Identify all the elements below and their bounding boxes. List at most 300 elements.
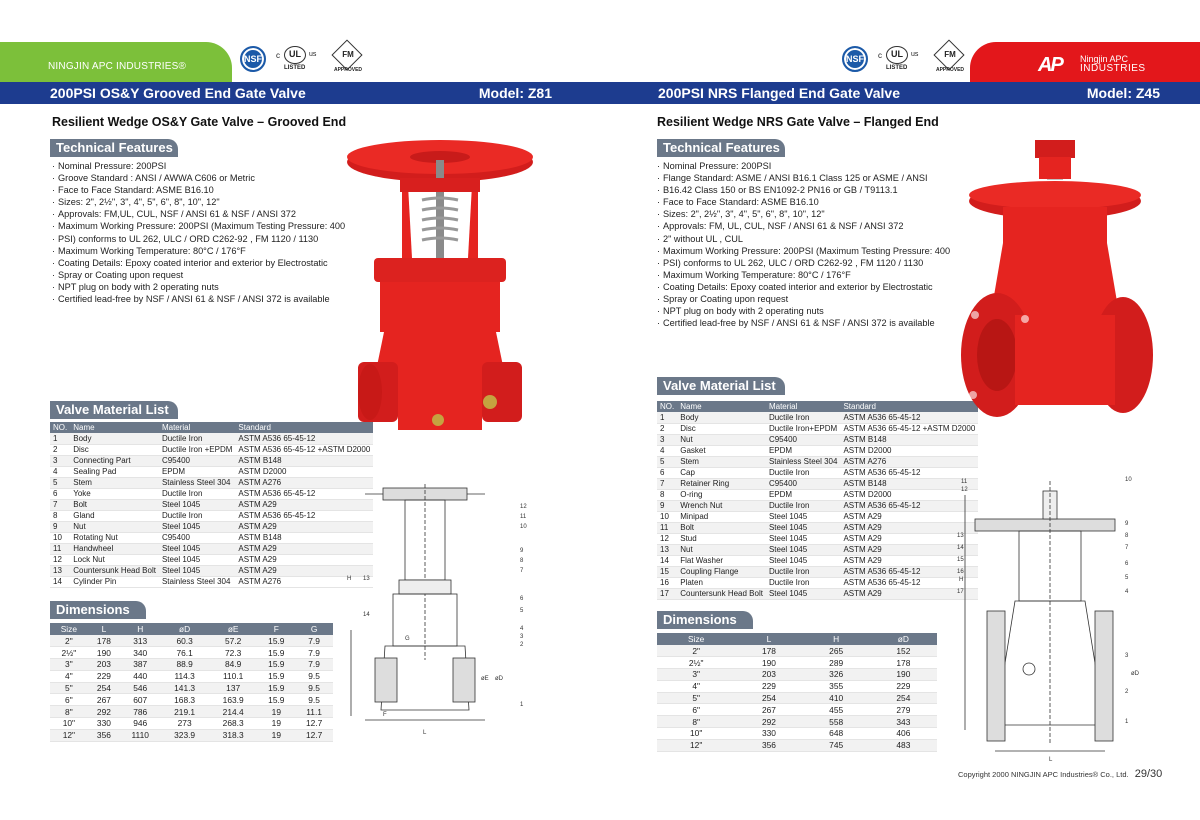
callout-label: 6 <box>1125 561 1129 567</box>
table-cell: 190 <box>735 657 802 669</box>
table-cell: 289 <box>803 657 870 669</box>
table-cell: 17 <box>657 588 677 599</box>
table-cell: ASTM A536 65-45-12 <box>840 467 978 478</box>
callout-label: 10 <box>520 524 527 530</box>
table-cell: 11.1 <box>295 706 333 718</box>
feature-item: · NPT plug on body with 2 operating nuts <box>657 305 957 317</box>
dim-label: øD <box>495 676 503 682</box>
feature-item: · Approvals: FM,UL, CUL, NSF / ANSI 61 & NSF / ANSI 372 <box>52 208 352 220</box>
table-cell: 1 <box>50 433 70 444</box>
left-product-title: 200PSI OS&Y Grooved End Gate Valve <box>50 85 306 101</box>
table-cell: 648 <box>803 728 870 740</box>
nsf-logo: NSF <box>240 46 266 72</box>
left-dimensions-heading: Dimensions <box>50 601 146 619</box>
table-cell: Ductile Iron <box>766 577 841 588</box>
feature-item: · PSI) conforms to UL 262, ULC / ORD C262-92 , FM 1120 / 1130 <box>52 233 352 245</box>
table-cell: Bolt <box>677 522 766 533</box>
left-subtitle: Resilient Wedge OS&Y Gate Valve – Grooved End <box>52 115 347 129</box>
table-cell: Stainless Steel 304 <box>159 576 235 587</box>
table-cell: 229 <box>870 680 937 692</box>
table-cell: 5 <box>50 477 70 488</box>
table-cell: 229 <box>88 670 120 682</box>
table-row <box>657 704 937 716</box>
callout-label: 14 <box>363 612 370 618</box>
nsf-logo: NSF <box>842 46 868 72</box>
fm-logo: FM APPROVED <box>930 44 970 74</box>
table-cell: 57.2 <box>209 635 258 647</box>
table-cell: ASTM A29 <box>840 544 978 555</box>
table-cell: ASTM A536 65-45-12 <box>235 488 373 499</box>
column-header: NO. <box>50 422 70 433</box>
table-cell: 168.3 <box>160 694 209 706</box>
table-row <box>657 716 937 728</box>
table-row <box>657 669 937 681</box>
callout-label: 9 <box>1125 521 1129 527</box>
table-cell: Gland <box>70 510 159 521</box>
table-cell: ASTM A536 65-45-12 <box>840 577 978 588</box>
table-cell: EPDM <box>766 445 841 456</box>
right-features-heading: Technical Features <box>657 139 785 157</box>
table-cell: ASTM B148 <box>235 532 373 543</box>
table-cell: Steel 1045 <box>766 555 841 566</box>
table-cell: 14 <box>657 555 677 566</box>
table-cell: Disc <box>70 444 159 455</box>
table-row <box>50 521 373 532</box>
column-header: H <box>803 633 870 645</box>
table-cell: ASTM A29 <box>840 588 978 599</box>
column-header: Standard <box>840 401 978 412</box>
table-cell: ASTM A29 <box>235 521 373 532</box>
ul-logo: c UL us LISTED <box>876 44 922 74</box>
table-cell: 9 <box>50 521 70 532</box>
table-cell: Stainless Steel 304 <box>766 456 841 467</box>
left-features-heading: Technical Features <box>50 139 178 157</box>
table-cell: ASTM D2000 <box>235 466 373 477</box>
table-cell: 8" <box>50 706 88 718</box>
table-cell: 786 <box>120 706 160 718</box>
table-cell: C95400 <box>766 478 841 489</box>
table-cell: Steel 1045 <box>159 554 235 565</box>
table-cell: C95400 <box>159 455 235 466</box>
table-cell: 5" <box>50 682 88 694</box>
table-cell: ASTM D2000 <box>840 445 978 456</box>
table-cell: Steel 1045 <box>159 521 235 532</box>
left-material-table <box>50 422 373 588</box>
table-cell: 3" <box>50 659 88 671</box>
table-cell: 558 <box>803 716 870 728</box>
table-cell: Platen <box>677 577 766 588</box>
table-cell: 19 <box>257 718 295 730</box>
table-cell: Countersunk Head Bolt <box>677 588 766 599</box>
table-cell: ASTM A29 <box>840 555 978 566</box>
table-cell: 141.3 <box>160 682 209 694</box>
column-header: G <box>295 623 333 635</box>
table-cell: 267 <box>735 704 802 716</box>
column-header: øD <box>160 623 209 635</box>
table-cell: 330 <box>88 718 120 730</box>
table-cell: Body <box>677 412 766 423</box>
feature-item: · Nominal Pressure: 200PSI <box>52 160 352 172</box>
table-cell: 12 <box>50 554 70 565</box>
table-row <box>50 635 333 647</box>
callout-label: 13 <box>957 533 964 539</box>
table-cell: Stainless Steel 304 <box>159 477 235 488</box>
table-row <box>657 511 978 522</box>
table-cell: ASTM B148 <box>235 455 373 466</box>
feature-item: · Maximum Working Pressure: 200PSI (Maximum Testing Pressure: 400 <box>52 220 352 232</box>
table-cell: 16 <box>657 577 677 588</box>
callout-label: 16 <box>957 569 964 575</box>
table-cell: ASTM A536 65-45-12 <box>235 433 373 444</box>
table-cell: 84.9 <box>209 659 258 671</box>
callout-label: 5 <box>1125 575 1129 581</box>
table-cell: 13 <box>50 565 70 576</box>
table-cell: 8 <box>50 510 70 521</box>
callout-label: 8 <box>1125 533 1129 539</box>
table-cell: ASTM B148 <box>840 478 978 489</box>
left-material-heading: Valve Material List <box>50 401 178 419</box>
table-cell: 292 <box>735 716 802 728</box>
dim-label: L <box>1049 757 1053 763</box>
table-cell: 9.5 <box>295 694 333 706</box>
table-cell: ASTM A276 <box>235 576 373 587</box>
table-cell: 152 <box>870 645 937 657</box>
callout-label: 7 <box>520 568 524 574</box>
table-row <box>50 729 333 741</box>
table-cell: 2 <box>657 423 677 434</box>
table-cell: ASTM A276 <box>840 456 978 467</box>
table-row <box>50 455 373 466</box>
table-row <box>50 576 373 587</box>
table-cell: 2" <box>657 645 735 657</box>
column-header: F <box>257 623 295 635</box>
feature-item: · Groove Standard : ANSI / AWWA C606 or Metric <box>52 172 352 184</box>
table-row <box>50 659 333 671</box>
dim-label: øE <box>481 676 489 682</box>
left-cert-logos <box>240 44 368 74</box>
table-row <box>50 706 333 718</box>
table-row <box>50 488 373 499</box>
table-cell: 137 <box>209 682 258 694</box>
table-row <box>50 718 333 730</box>
table-row <box>657 500 978 511</box>
table-cell: 11 <box>657 522 677 533</box>
table-cell: ASTM A29 <box>840 522 978 533</box>
right-dimensions-heading: Dimensions <box>657 611 753 629</box>
table-cell: Handwheel <box>70 543 159 554</box>
column-header: Name <box>677 401 766 412</box>
callout-label: 10 <box>1125 477 1132 483</box>
right-material-table <box>657 401 978 600</box>
feature-item: · Coating Details: Epoxy coated interior and exterior by Electrostatic <box>52 257 352 269</box>
table-cell: 10 <box>657 511 677 522</box>
column-header: L <box>735 633 802 645</box>
table-row <box>657 434 978 445</box>
right-product-title: 200PSI NRS Flanged End Gate Valve <box>658 85 900 101</box>
table-cell: ASTM A29 <box>840 533 978 544</box>
table-cell: Ductile Iron <box>766 500 841 511</box>
callout-label: 17 <box>957 589 964 595</box>
callout-label: 1 <box>520 702 524 708</box>
callout-label: 7 <box>1125 545 1129 551</box>
brand-name: Ningjin APC INDUSTRIES <box>1080 54 1146 74</box>
column-header: øE <box>209 623 258 635</box>
table-cell: C95400 <box>766 434 841 445</box>
table-row <box>657 588 978 599</box>
table-cell: 15.9 <box>257 682 295 694</box>
column-header: Size <box>50 623 88 635</box>
left-feature-list <box>52 160 352 305</box>
callout-label: 5 <box>520 608 524 614</box>
table-cell: 254 <box>88 682 120 694</box>
table-cell: 7 <box>50 499 70 510</box>
table-cell: Connecting Part <box>70 455 159 466</box>
right-feature-list <box>657 160 957 329</box>
table-cell: Nut <box>677 544 766 555</box>
table-cell: Cap <box>677 467 766 478</box>
table-cell: ASTM A536 65-45-12 <box>840 412 978 423</box>
table-cell: 8" <box>657 716 735 728</box>
table-cell: 6" <box>657 704 735 716</box>
table-cell: 15.9 <box>257 670 295 682</box>
table-cell: 279 <box>870 704 937 716</box>
table-row <box>657 692 937 704</box>
table-cell: 60.3 <box>160 635 209 647</box>
callout-label: 11 <box>961 479 968 485</box>
column-header: Material <box>766 401 841 412</box>
column-header: Size <box>657 633 735 645</box>
table-cell: 4 <box>657 445 677 456</box>
callout-label: 4 <box>520 626 524 632</box>
table-cell: Ductile Iron <box>159 488 235 499</box>
table-cell: 15 <box>657 566 677 577</box>
table-cell: Wrench Nut <box>677 500 766 511</box>
table-cell: 268.3 <box>209 718 258 730</box>
table-cell: 313 <box>120 635 160 647</box>
table-cell: 15.9 <box>257 694 295 706</box>
table-cell: Disc <box>677 423 766 434</box>
table-cell: Lock Nut <box>70 554 159 565</box>
table-row <box>50 670 333 682</box>
column-header: L <box>88 623 120 635</box>
table-cell: 219.1 <box>160 706 209 718</box>
callout-label: 13 <box>363 576 370 582</box>
feature-item: · Approvals: FM, UL, CUL, NSF / ANSI 61 & NSF / ANSI 372 <box>657 220 957 232</box>
table-cell: Ductile Iron <box>766 412 841 423</box>
table-cell: ASTM A29 <box>235 554 373 565</box>
dim-label: øD <box>1131 671 1139 677</box>
table-cell: 607 <box>120 694 160 706</box>
table-cell: Retainer Ring <box>677 478 766 489</box>
table-row <box>657 657 937 669</box>
column-header: NO. <box>657 401 677 412</box>
table-cell: 6 <box>657 467 677 478</box>
table-cell: 4 <box>50 466 70 477</box>
callout-label: 2 <box>1125 689 1129 695</box>
callout-label: 4 <box>1125 589 1129 595</box>
table-cell: EPDM <box>766 489 841 500</box>
table-cell: Nut <box>70 521 159 532</box>
dim-label: F <box>383 712 387 718</box>
table-cell: 455 <box>803 704 870 716</box>
table-row <box>657 739 937 751</box>
feature-item: · Spray or Coating upon request <box>657 293 957 305</box>
table-cell: Steel 1045 <box>766 522 841 533</box>
table-cell: Bolt <box>70 499 159 510</box>
table-cell: 265 <box>803 645 870 657</box>
callout-label: 12 <box>520 504 527 510</box>
table-row <box>657 445 978 456</box>
table-cell: Ductile Iron <box>766 566 841 577</box>
table-cell: 178 <box>88 635 120 647</box>
feature-item: · Flange Standard: ASME / ANSI B16.1 Class 125 or ASME / ANSI <box>657 172 957 184</box>
callout-label: 12 <box>961 487 968 493</box>
table-cell: O-ring <box>677 489 766 500</box>
feature-item: · 2" without UL , CUL <box>657 233 957 245</box>
table-cell: Nut <box>677 434 766 445</box>
table-cell: 229 <box>735 680 802 692</box>
table-cell: 1 <box>657 412 677 423</box>
table-cell: 2½" <box>50 647 88 659</box>
table-cell: 88.9 <box>160 659 209 671</box>
table-row <box>50 477 373 488</box>
callout-label: 8 <box>520 558 524 564</box>
table-row <box>657 566 978 577</box>
right-dimensions-table <box>657 633 937 752</box>
table-cell: 745 <box>803 739 870 751</box>
table-row <box>50 510 373 521</box>
table-cell: Cylinder Pin <box>70 576 159 587</box>
table-cell: Steel 1045 <box>766 588 841 599</box>
table-cell: 273 <box>160 718 209 730</box>
left-model: Model: Z81 <box>478 85 552 101</box>
table-cell: 12.7 <box>295 718 333 730</box>
table-cell: 406 <box>870 728 937 740</box>
table-cell: 19 <box>257 729 295 741</box>
table-cell: 114.3 <box>160 670 209 682</box>
table-cell: Steel 1045 <box>159 499 235 510</box>
table-cell: ASTM A276 <box>235 477 373 488</box>
feature-item: · Certified lead-free by NSF / ANSI 61 & NSF / ANSI 372 is available <box>657 317 957 329</box>
table-cell: Countersunk Head Bolt <box>70 565 159 576</box>
table-row <box>657 728 937 740</box>
table-cell: 1110 <box>120 729 160 741</box>
table-cell: Gasket <box>677 445 766 456</box>
table-row <box>50 444 373 455</box>
osy-grooved-valve-photo <box>340 140 540 440</box>
feature-item: · Maximum Working Temperature: 80°C / 176°F <box>657 269 957 281</box>
page-header <box>0 0 1200 82</box>
table-cell: 326 <box>803 669 870 681</box>
feature-item: · Maximum Working Temperature: 80°C / 176°F <box>52 245 352 257</box>
table-cell: 76.1 <box>160 647 209 659</box>
column-header: øD <box>870 633 937 645</box>
right-model: Model: Z45 <box>1086 85 1160 101</box>
table-row <box>657 555 978 566</box>
table-row <box>50 543 373 554</box>
table-cell: 9.5 <box>295 682 333 694</box>
table-cell: 203 <box>88 659 120 671</box>
column-header: Material <box>159 422 235 433</box>
table-cell: Sealing Pad <box>70 466 159 477</box>
table-cell: 267 <box>88 694 120 706</box>
table-row <box>50 532 373 543</box>
table-row <box>50 647 333 659</box>
table-cell: ASTM A536 65-45-12 <box>840 566 978 577</box>
table-cell: Ductile Iron <box>766 467 841 478</box>
fm-logo: FM APPROVED <box>328 44 368 74</box>
left-company-tab <box>0 42 232 82</box>
table-cell: 13 <box>657 544 677 555</box>
table-row <box>657 533 978 544</box>
table-cell: ASTM A536 65-45-12 <box>235 510 373 521</box>
table-row <box>657 412 978 423</box>
callout-label: 15 <box>957 557 964 563</box>
table-cell: Steel 1045 <box>766 533 841 544</box>
feature-item: · Spray or Coating upon request <box>52 269 352 281</box>
feature-item: · Sizes: 2", 2½", 3", 4", 5", 6", 8", 10", 12" <box>657 208 957 220</box>
table-cell: Body <box>70 433 159 444</box>
table-cell: 292 <box>88 706 120 718</box>
table-cell: 387 <box>120 659 160 671</box>
table-cell: Yoke <box>70 488 159 499</box>
table-cell: Steel 1045 <box>159 565 235 576</box>
copyright-text: Copyright 2000 NINGJIN APC Industries® Co., Ltd. <box>958 770 1129 779</box>
table-cell: 946 <box>120 718 160 730</box>
table-cell: 4" <box>50 670 88 682</box>
table-cell: 214.4 <box>209 706 258 718</box>
callout-label: 3 <box>1125 653 1129 659</box>
table-cell: 254 <box>870 692 937 704</box>
callout-label: 11 <box>520 514 527 520</box>
table-cell: ASTM A29 <box>840 511 978 522</box>
table-cell: 410 <box>803 692 870 704</box>
table-cell: 12.7 <box>295 729 333 741</box>
right-brand-tab <box>970 42 1200 82</box>
right-title-bar <box>600 82 1200 104</box>
table-row <box>50 682 333 694</box>
table-cell: 343 <box>870 716 937 728</box>
table-cell: Ductile Iron+EPDM <box>766 423 841 434</box>
column-header: Name <box>70 422 159 433</box>
table-cell: 254 <box>735 692 802 704</box>
table-cell: Stem <box>70 477 159 488</box>
feature-item: · Certified lead-free by NSF / ANSI 61 & NSF / ANSI 372 is available <box>52 293 352 305</box>
table-row <box>657 645 937 657</box>
table-cell: ASTM B148 <box>840 434 978 445</box>
table-cell: 12 <box>657 533 677 544</box>
table-cell: 72.3 <box>209 647 258 659</box>
table-cell: 10" <box>657 728 735 740</box>
table-cell: 10 <box>50 532 70 543</box>
table-cell: 4" <box>657 680 735 692</box>
table-cell: 3 <box>657 434 677 445</box>
table-cell: 7.9 <box>295 647 333 659</box>
table-cell: 15.9 <box>257 635 295 647</box>
feature-item: · Face to Face Standard: ASME B16.10 <box>657 196 957 208</box>
table-cell: Ductile Iron +EPDM <box>159 444 235 455</box>
table-cell: 110.1 <box>209 670 258 682</box>
table-cell: 440 <box>120 670 160 682</box>
table-row <box>657 456 978 467</box>
feature-item: · Face to Face Standard: ASME B16.10 <box>52 184 352 196</box>
callout-label: 6 <box>520 596 524 602</box>
table-cell: ASTM A29 <box>235 499 373 510</box>
table-cell: 12" <box>657 739 735 751</box>
left-title-bar <box>0 82 600 104</box>
table-cell: 7 <box>657 478 677 489</box>
table-cell: 3 <box>50 455 70 466</box>
